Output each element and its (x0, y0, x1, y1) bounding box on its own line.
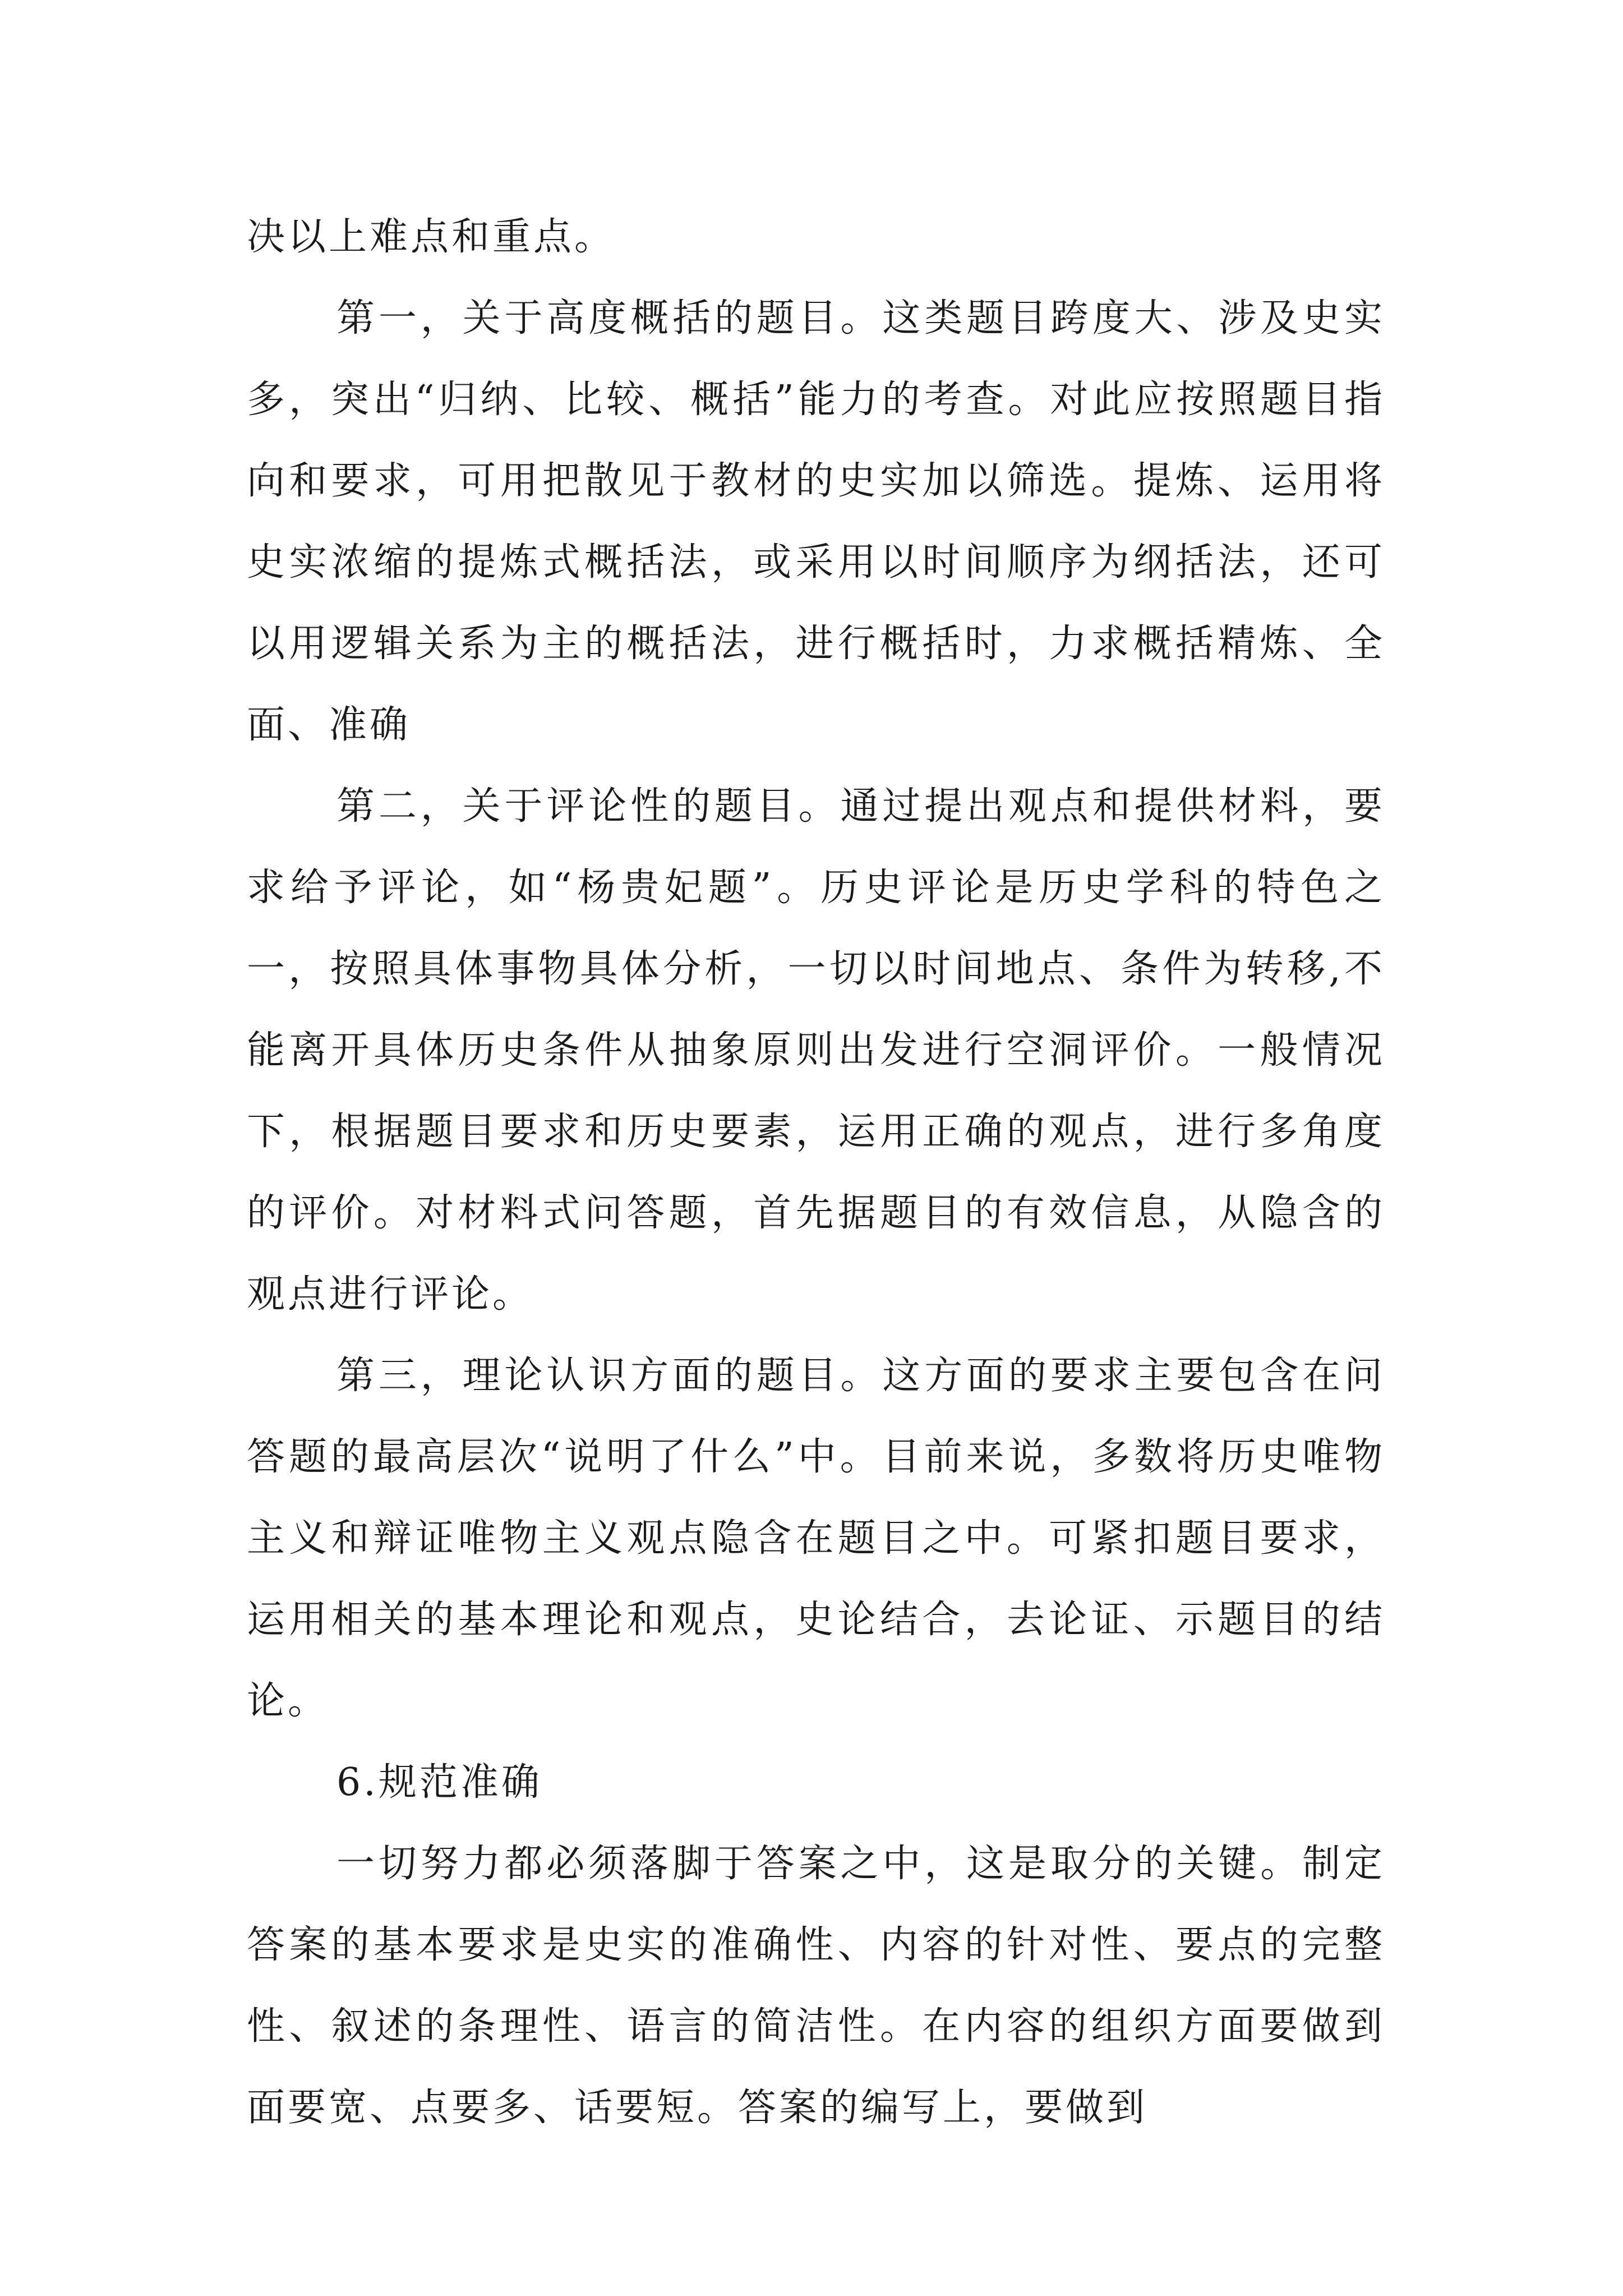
paragraph-first-point: 第一，关于高度概括的题目。这类题目跨度大、涉及史实多，突出“归纳、比较、概括”能力的考查。对此应按照题目指向和要求，可用把散见于教材的史实加以筛选。提炼、运用将史实浓缩的提炼式概括法，或采用以时间顺序为纲括法，还可以用逻辑关系为主的概括法，进行概括时，力求概括精炼、全面、准确 (247, 296, 1385, 747)
document-body (247, 196, 1385, 2148)
paragraph-answer-requirements: 一切努力都必须落脚于答案之中，这是取分的关键。制定答案的基本要求是史实的准确性、内容的针对性、要点的完整性、叙述的条理性、语言的简洁性。在内容的组织方面要做到面要宽、点要多、话要短。答案的编写上，要做到 (247, 1842, 1385, 2130)
section-heading: 6.规范准确 (336, 1760, 542, 1805)
paragraph-second-point: 第二，关于评论性的题目。通过提出观点和提供材料，要求给予评论，如“杨贵妃题”。历史评论是历史学科的特色之一，按照具体事物具体分析，一切以时间地点、条件为转移,不能离开具体历史条件从抽象原则出发进行空洞评价。一般情况下，根据题目要求和历史要素，运用正确的观点，进行多角度的评价。对材料式问答题，首先据题目的有效信息，从隐含的观点进行评论。 (247, 784, 1385, 1317)
paragraph-continuation: 决以上难点和重点。 (247, 215, 616, 259)
paragraph-third-point: 第三，理论认识方面的题目。这方面的要求主要包含在问答题的最高层次“说明了什么”中。目前来说，多数将历史唯物主义和辩证唯物主义观点隐含在题目之中。可紧扣题目要求，运用相关的基本理论和观点，史论结合，去论证、示题目的结论。 (247, 1354, 1385, 1723)
